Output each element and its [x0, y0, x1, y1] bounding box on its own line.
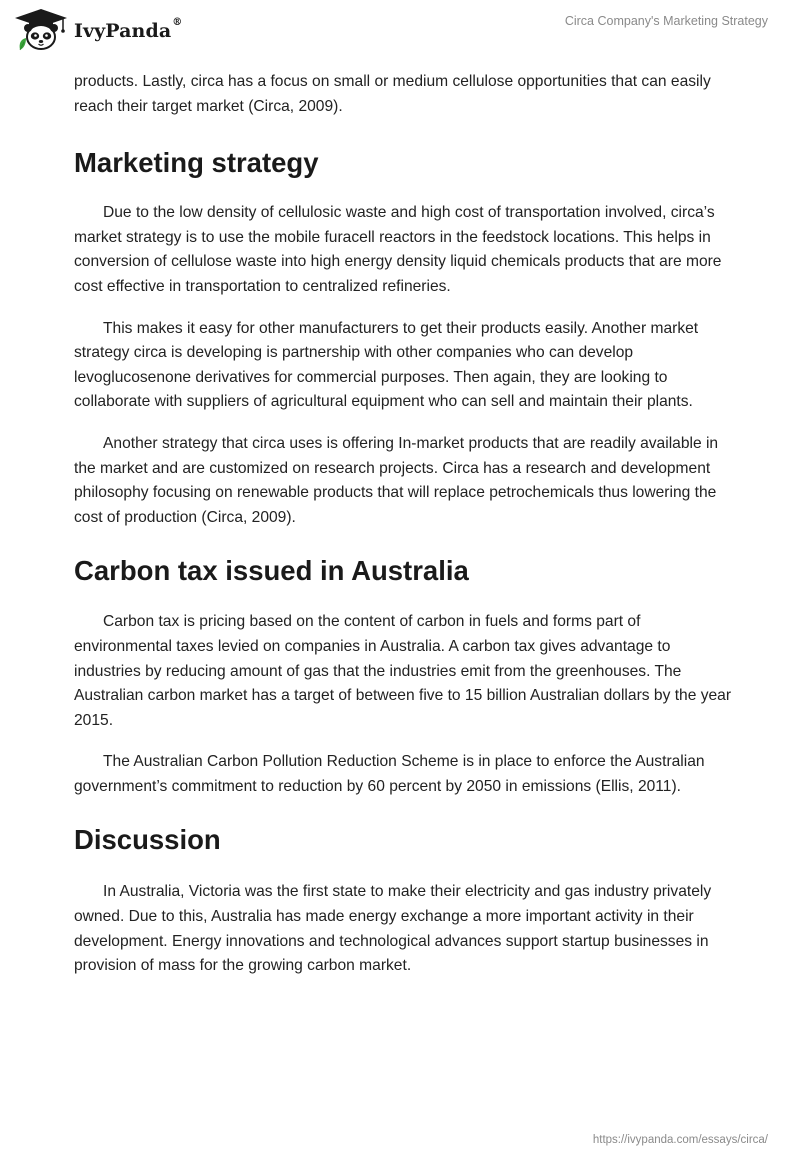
paragraph: Due to the low density of cellulosic waste and high cost of transportation involved, circa’s market strategy is to use the mobile furacell reactors in the feedstock locations. This helps in conversion of cellulose waste into high energy density liquid chemicals products that are more cost effective in transportation to centralized refineries.	[74, 204, 722, 295]
section-heading-carbon-tax: Carbon tax issued in Australia	[74, 555, 469, 587]
page-header	[0, 0, 800, 60]
essay-body	[74, 70, 734, 979]
source-url[interactable]: https://ivypanda.com/essays/circa/	[592, 1134, 768, 1146]
paragraph: In Australia, Victoria was the first state to make their electricity and gas industry privately owned. Due to this, Australia has made energy exchange a more important activity in their development. Energy innovations and technological advances support startup businesses in provision of mass for the growing carbon market.	[74, 883, 712, 975]
document-title: Circa Company's Marketing Strategy	[564, 14, 768, 28]
panda-graduate-icon	[14, 8, 68, 52]
intro-paragraph: products. Lastly, circa has a focus on small or medium cellulose opportunities that can easily reach their target market (Circa, 2009).	[74, 73, 711, 115]
paragraph: This makes it easy for other manufacturers to get their products easily. Another market strategy circa is developing is partnership with other companies who can develop levoglucosenone derivatives for commercial purposes. Then again, they are looking to collaborate with suppliers of agricultural equipment who can sell and maintain their plants.	[74, 319, 699, 411]
brand-name: IvyPanda®	[74, 17, 183, 42]
section-heading-discussion: Discussion	[74, 824, 221, 856]
registered-mark: ®	[172, 17, 183, 28]
paragraph: Carbon tax is pricing based on the content of carbon in fuels and forms part of environmental taxes levied on companies in Australia. A carbon tax gives advantage to industries by reducing amount of gas that the industries emit from the greenhouses. The Australian carbon market has a target of between five to 15 billion Australian dollars by the year 2015.	[74, 613, 732, 729]
section-heading-marketing-strategy: Marketing strategy	[74, 147, 319, 179]
paragraph: The Australian Carbon Pollution Reduction Scheme is in place to enforce the Australian government’s commitment to reduction by 60 percent by 2050 in emissions (Ellis, 2011).	[74, 753, 705, 795]
paragraph: Another strategy that circa uses is offering In-market products that are readily available in the market and are customized on research projects. Circa has a research and development philosophy focusing on renewable products that will replace petrochemicals thus lowering the cost of production (Circa, 2009).	[74, 434, 719, 526]
ivypanda-logo[interactable]	[14, 8, 182, 52]
